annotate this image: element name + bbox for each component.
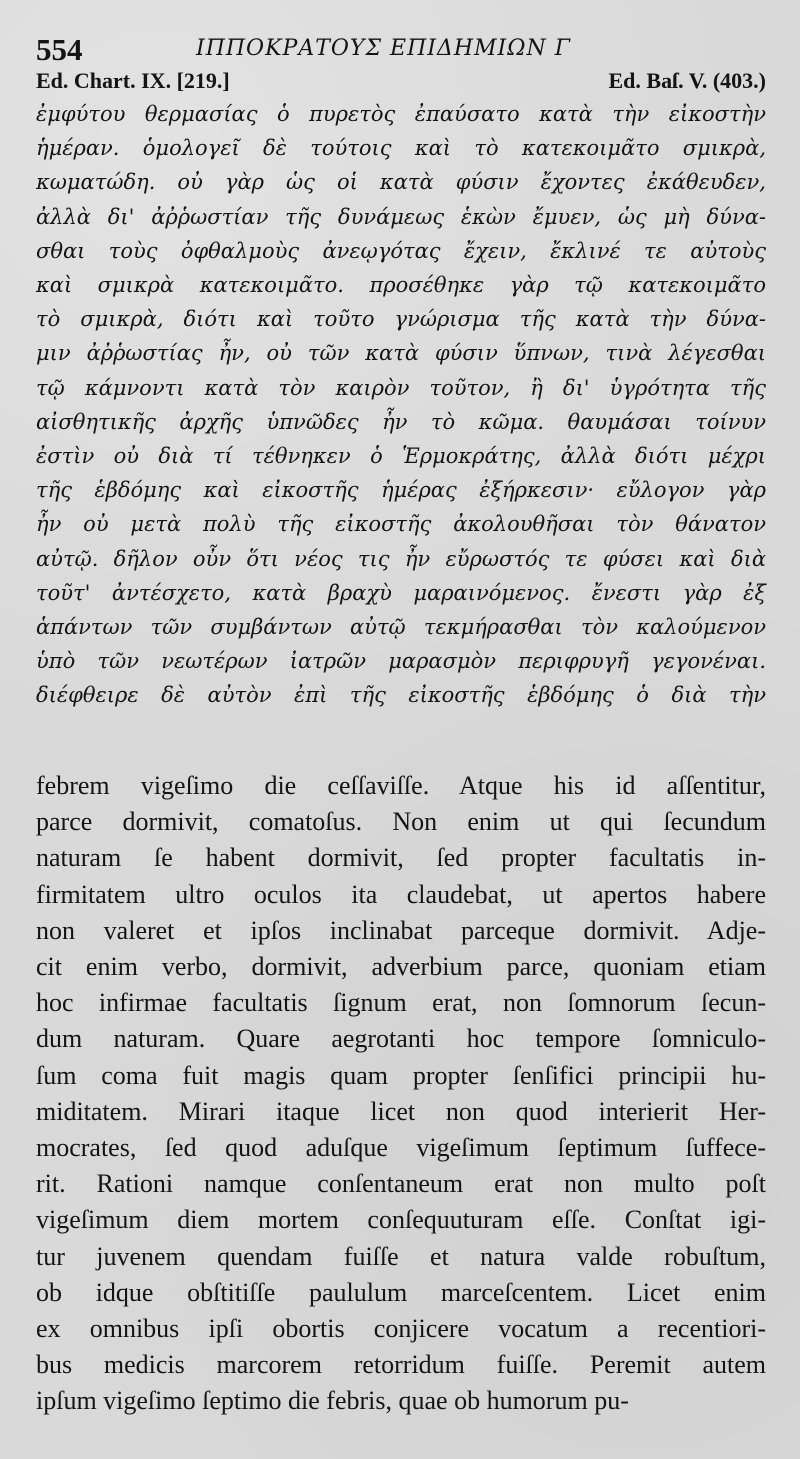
greek-line: ἁπάντων τῶν συμβάντων αὐτῷ τεκμήρασθαι τὸν καλούμενον [36, 615, 766, 640]
edition-basel-ref: Ed. Baſ. V. (403.) [608, 68, 766, 93]
latin-line: dum naturam. Quare aegrotanti hoc tempore ſomniculo- [36, 1024, 766, 1054]
latin-line: ex omnibus ipſi obortis conjicere vocatum a recentiori- [36, 1314, 766, 1344]
greek-line: ἐμφύτου θερμασίας ὁ πυρετὸς ἐπαύσατο κατὰ τὴν εἰκοστὴν [36, 102, 766, 126]
greek-line: τῆς ἑβδόμης καὶ εἰκοστῆς ἡμέρας ἐξήρκεσιν· εὔλογον γὰρ [36, 478, 766, 503]
greek-line: σθαι τοὺς ὀφθαλμοὺς ἀνεῳγότας ἔχειν, ἔκλινέ τε αὐτοὺς [36, 238, 766, 263]
greek-line: διέφθειρε δὲ αὐτὸν ἐπὶ τῆς εἰκοστῆς ἑβδόμης ὁ διὰ τὴν [36, 683, 766, 708]
page-header [36, 24, 766, 74]
greek-line: ἡμέραν. ὁμολογεῖ δὲ τούτοις καὶ τὸ κατεκοιμᾶτο σμικρὰ, [36, 136, 766, 161]
latin-line: firmitatem ultro oculos ita claudebat, ut apertos habere [36, 879, 766, 909]
latin-line: rit. Rationi namque conſentaneum erat non multo poſt [36, 1169, 766, 1199]
latin-line: ob idque obſtitiſſe paululum marceſcentem. Licet enim [36, 1277, 766, 1307]
greek-text-block [36, 97, 766, 713]
latin-line: cit enim verbo, dormivit, adverbium parce, quoniam etiam [36, 952, 766, 982]
latin-line: non valeret et ipſos inclinabat parceque dormivit. Adje- [36, 915, 766, 945]
greek-line: ἀλλὰ δι' ἀῤῥωστίαν τῆς δυνάμεως ἑκὼν ἔμυεν, ὡς μὴ δύνα- [36, 204, 766, 229]
latin-line: hoc infirmae facultatis ſignum erat, non ſomnorum ſecun- [36, 988, 766, 1018]
latin-line: vigeſimum diem mortem conſequuturam eſſe. Conſtat igi- [36, 1205, 766, 1235]
greek-line: ἐστὶν οὐ διὰ τί τέθνηκεν ὁ Ἑρμοκράτης, ἀλλὰ διότι μέχρι [36, 444, 766, 469]
latin-line: febrem vigeſimo die ceſſaviſſe. Atque his id aſſentitur, [36, 771, 766, 800]
greek-line: κωματώδη. οὐ γὰρ ὡς οἱ κατὰ φύσιν ἔχοντες ἐκάθευδεν, [36, 170, 766, 195]
running-title: ΙΠΠΟΚΡΑΤΟΥΣ ΕΠΙΔΗΜΙΩΝ Γ [196, 36, 571, 61]
greek-line: ὑπὸ τῶν νεωτέρων ἰατρῶν μαρασμὸν περιφρυγῆ γεγονέναι. [36, 649, 766, 674]
latin-line: mocrates, ſed quod aduſque vigeſimum ſeptimum ſuffece- [36, 1133, 766, 1163]
greek-line: τῷ κάμνοντι κατὰ τὸν καιρὸν τοῦτον, ἢ δι' ὑγρότητα τῆς [36, 375, 766, 400]
latin-line: tur juvenem quendam fuiſſe et natura valde robuſtum, [36, 1241, 766, 1271]
greek-line: αὐτῷ. δῆλον οὖν ὅτι νέος τις ἦν εὔρωστός τε φύσει καὶ διὰ [36, 546, 766, 571]
edition-chartier-ref: Ed. Chart. IX. [219.] [36, 68, 230, 93]
page-number: 554 [36, 32, 83, 67]
latin-line: bus medicis marcorem retorridum fuiſſe. Peremit autem [36, 1350, 766, 1380]
latin-line: parce dormivit, comatoſus. Non enim ut qui ſecundum [36, 807, 766, 837]
greek-line: τὸ σμικρὰ, διότι καὶ τοῦτο γνώρισμα τῆς κατὰ τὴν δύνα- [36, 307, 766, 332]
latin-line: naturam ſe habent dormivit, ſed propter facultatis in- [36, 843, 766, 873]
edition-reference-row [36, 68, 766, 96]
greek-line: ἦν οὐ μετὰ πολὺ τῆς εἰκοστῆς ἀκολουθῆσαι τὸν θάνατον [36, 512, 766, 537]
greek-line: τοῦτ' ἀντέσχετο, κατὰ βραχὺ μαραινόμενος. ἔνεστι γὰρ ἐξ [36, 580, 766, 605]
latin-line: ipſum vigeſimo ſeptimo die febris, quae ob humorum pu- [36, 1386, 629, 1416]
greek-line: μιν ἀῤῥωστίας ἦν, οὐ τῶν κατὰ φύσιν ὕπνων, τινὰ λέγεσθαι [36, 341, 766, 366]
greek-line: καὶ σμικρὰ κατεκοιμᾶτο. προσέθηκε γὰρ τῷ κατεκοιμᾶτο [36, 273, 766, 298]
latin-line: ſum coma fuit magis quam propter ſenſifici principii hu- [36, 1060, 766, 1090]
latin-line: miditatem. Mirari itaque licet non quod interierit Her- [36, 1096, 766, 1126]
greek-line: αἰσθητικῆς ἀρχῆς ὑπνῶδες ἦν τὸ κῶμα. θαυμάσαι τοίνυν [36, 409, 766, 434]
latin-text-block [36, 768, 766, 1420]
